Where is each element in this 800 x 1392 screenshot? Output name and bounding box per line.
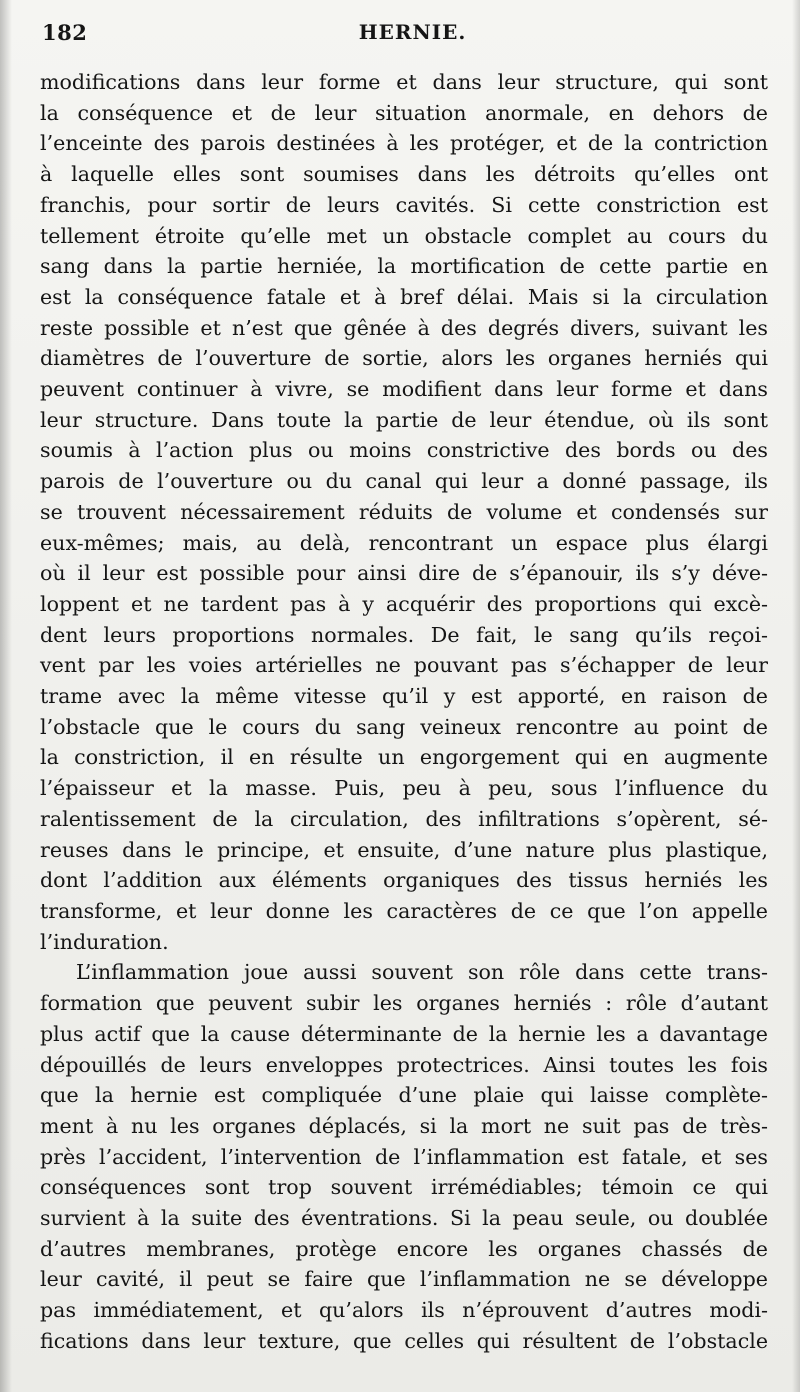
paragraph-first-line: L’inflammation joue aussi souvent son rôle dans cette trans- xyxy=(76,960,768,985)
text-line: transforme, et leur donne les caractères de ce que l’on appelle xyxy=(40,898,768,923)
text-line: ralentissement de la circulation, des infiltrations s’opèrent, sé- xyxy=(40,806,768,831)
text-line: franchis, pour sortir de leurs cavités. Si cette constriction est xyxy=(40,192,768,217)
text-line: vent par les voies artérielles ne pouvant pas s’échapper de leur xyxy=(40,653,768,678)
text-line: que la hernie est compliquée d’une plaie qui laisse complète- xyxy=(40,1083,768,1108)
text-line: sang dans la partie herniée, la mortification de cette partie en xyxy=(40,254,768,279)
text-line: près l’accident, l’intervention de l’inflammation est fatale, et ses xyxy=(40,1144,768,1169)
text-line: où il leur est possible pour ainsi dire de s’épanouir, ils s’y déve- xyxy=(40,561,768,586)
text-line: soumis à l’action plus ou moins constrictive des bords ou des xyxy=(40,438,768,463)
text-line: reste possible et n’est que gênée à des degrés divers, suivant les xyxy=(40,315,768,340)
text-line: plus actif que la cause déterminante de la hernie les a davantage xyxy=(40,1021,768,1046)
text-line: trame avec la même vitesse qu’il y est apporté, en raison de xyxy=(40,684,768,709)
text-line: parois de l’ouverture ou du canal qui leur a donné passage, ils xyxy=(40,469,768,494)
text-line: modifications dans leur forme et dans leur structure, qui sont xyxy=(40,70,768,94)
text-line: formation que peuvent subir les organes herniés : rôle d’autant xyxy=(40,991,768,1016)
page-number: 182 xyxy=(42,20,88,45)
text-line: l’épaisseur et la masse. Puis, peu à peu, sous l’influence du xyxy=(40,776,768,801)
page-right-shadow xyxy=(792,0,800,1392)
page-left-shadow xyxy=(0,0,12,1392)
text-line: se trouvent nécessairement réduits de volume et condensés sur xyxy=(40,499,768,524)
text-line: l’enceinte des parois destinées à les protéger, et de la contriction xyxy=(40,131,768,156)
text-line: leur structure. Dans toute la partie de leur étendue, où ils sont xyxy=(40,407,768,432)
text-line: est la conséquence fatale et à bref délai. Mais si la circulation xyxy=(40,284,768,309)
text-line: fications dans leur texture, que celles qui résultent de l’obstacle xyxy=(40,1328,768,1353)
text-line: loppent et ne tardent pas à y acquérir des proportions qui excè- xyxy=(40,591,768,616)
text-line: ment à nu les organes déplacés, si la mort ne suit pas de très- xyxy=(40,1113,768,1138)
text-line: peuvent continuer à vivre, se modifient dans leur forme et dans xyxy=(40,377,768,402)
running-head: HERNIE. xyxy=(358,20,467,44)
text-line: survient à la suite des éventrations. Si la peau seule, ou doublée xyxy=(40,1206,768,1231)
text-line: la constriction, il en résulte un engorgement qui en augmente xyxy=(40,745,768,770)
text-line: dépouillés de leurs enveloppes protectrices. Ainsi toutes les fois xyxy=(40,1052,768,1077)
text-line: d’autres membranes, protège encore les organes chassés de xyxy=(40,1236,768,1261)
text-line: l’obstacle que le cours du sang veineux rencontre au point de xyxy=(40,714,768,739)
text-line: eux-mêmes; mais, au delà, rencontrant un espace plus élargi xyxy=(40,530,768,555)
text-line: leur cavité, il peut se faire que l’inflammation ne se développe xyxy=(40,1267,768,1292)
text-line: tellement étroite qu’elle met un obstacle complet au cours du xyxy=(40,223,768,248)
page-header xyxy=(42,20,767,54)
text-line: la conséquence et de leur situation anormale, en dehors de xyxy=(40,100,768,125)
text-line: conséquences sont trop souvent irrémédiables; témoin ce qui xyxy=(40,1175,768,1200)
text-line: dont l’addition aux éléments organiques des tissus herniés les xyxy=(40,868,768,893)
paragraph-end-line: l’induration. xyxy=(40,929,169,954)
text-line: dent leurs proportions normales. De fait, le sang qu’ils reçoi- xyxy=(40,622,768,647)
main-text xyxy=(40,67,768,1357)
text-line: diamètres de l’ouverture de sortie, alors les organes herniés qui xyxy=(40,346,768,371)
text-line: à laquelle elles sont soumises dans les détroits qu’elles ont xyxy=(40,162,768,187)
text-line: pas immédiatement, et qu’alors ils n’éprouvent d’autres modi- xyxy=(40,1298,768,1323)
text-line: reuses dans le principe, et ensuite, d’une nature plus plastique, xyxy=(40,837,768,862)
